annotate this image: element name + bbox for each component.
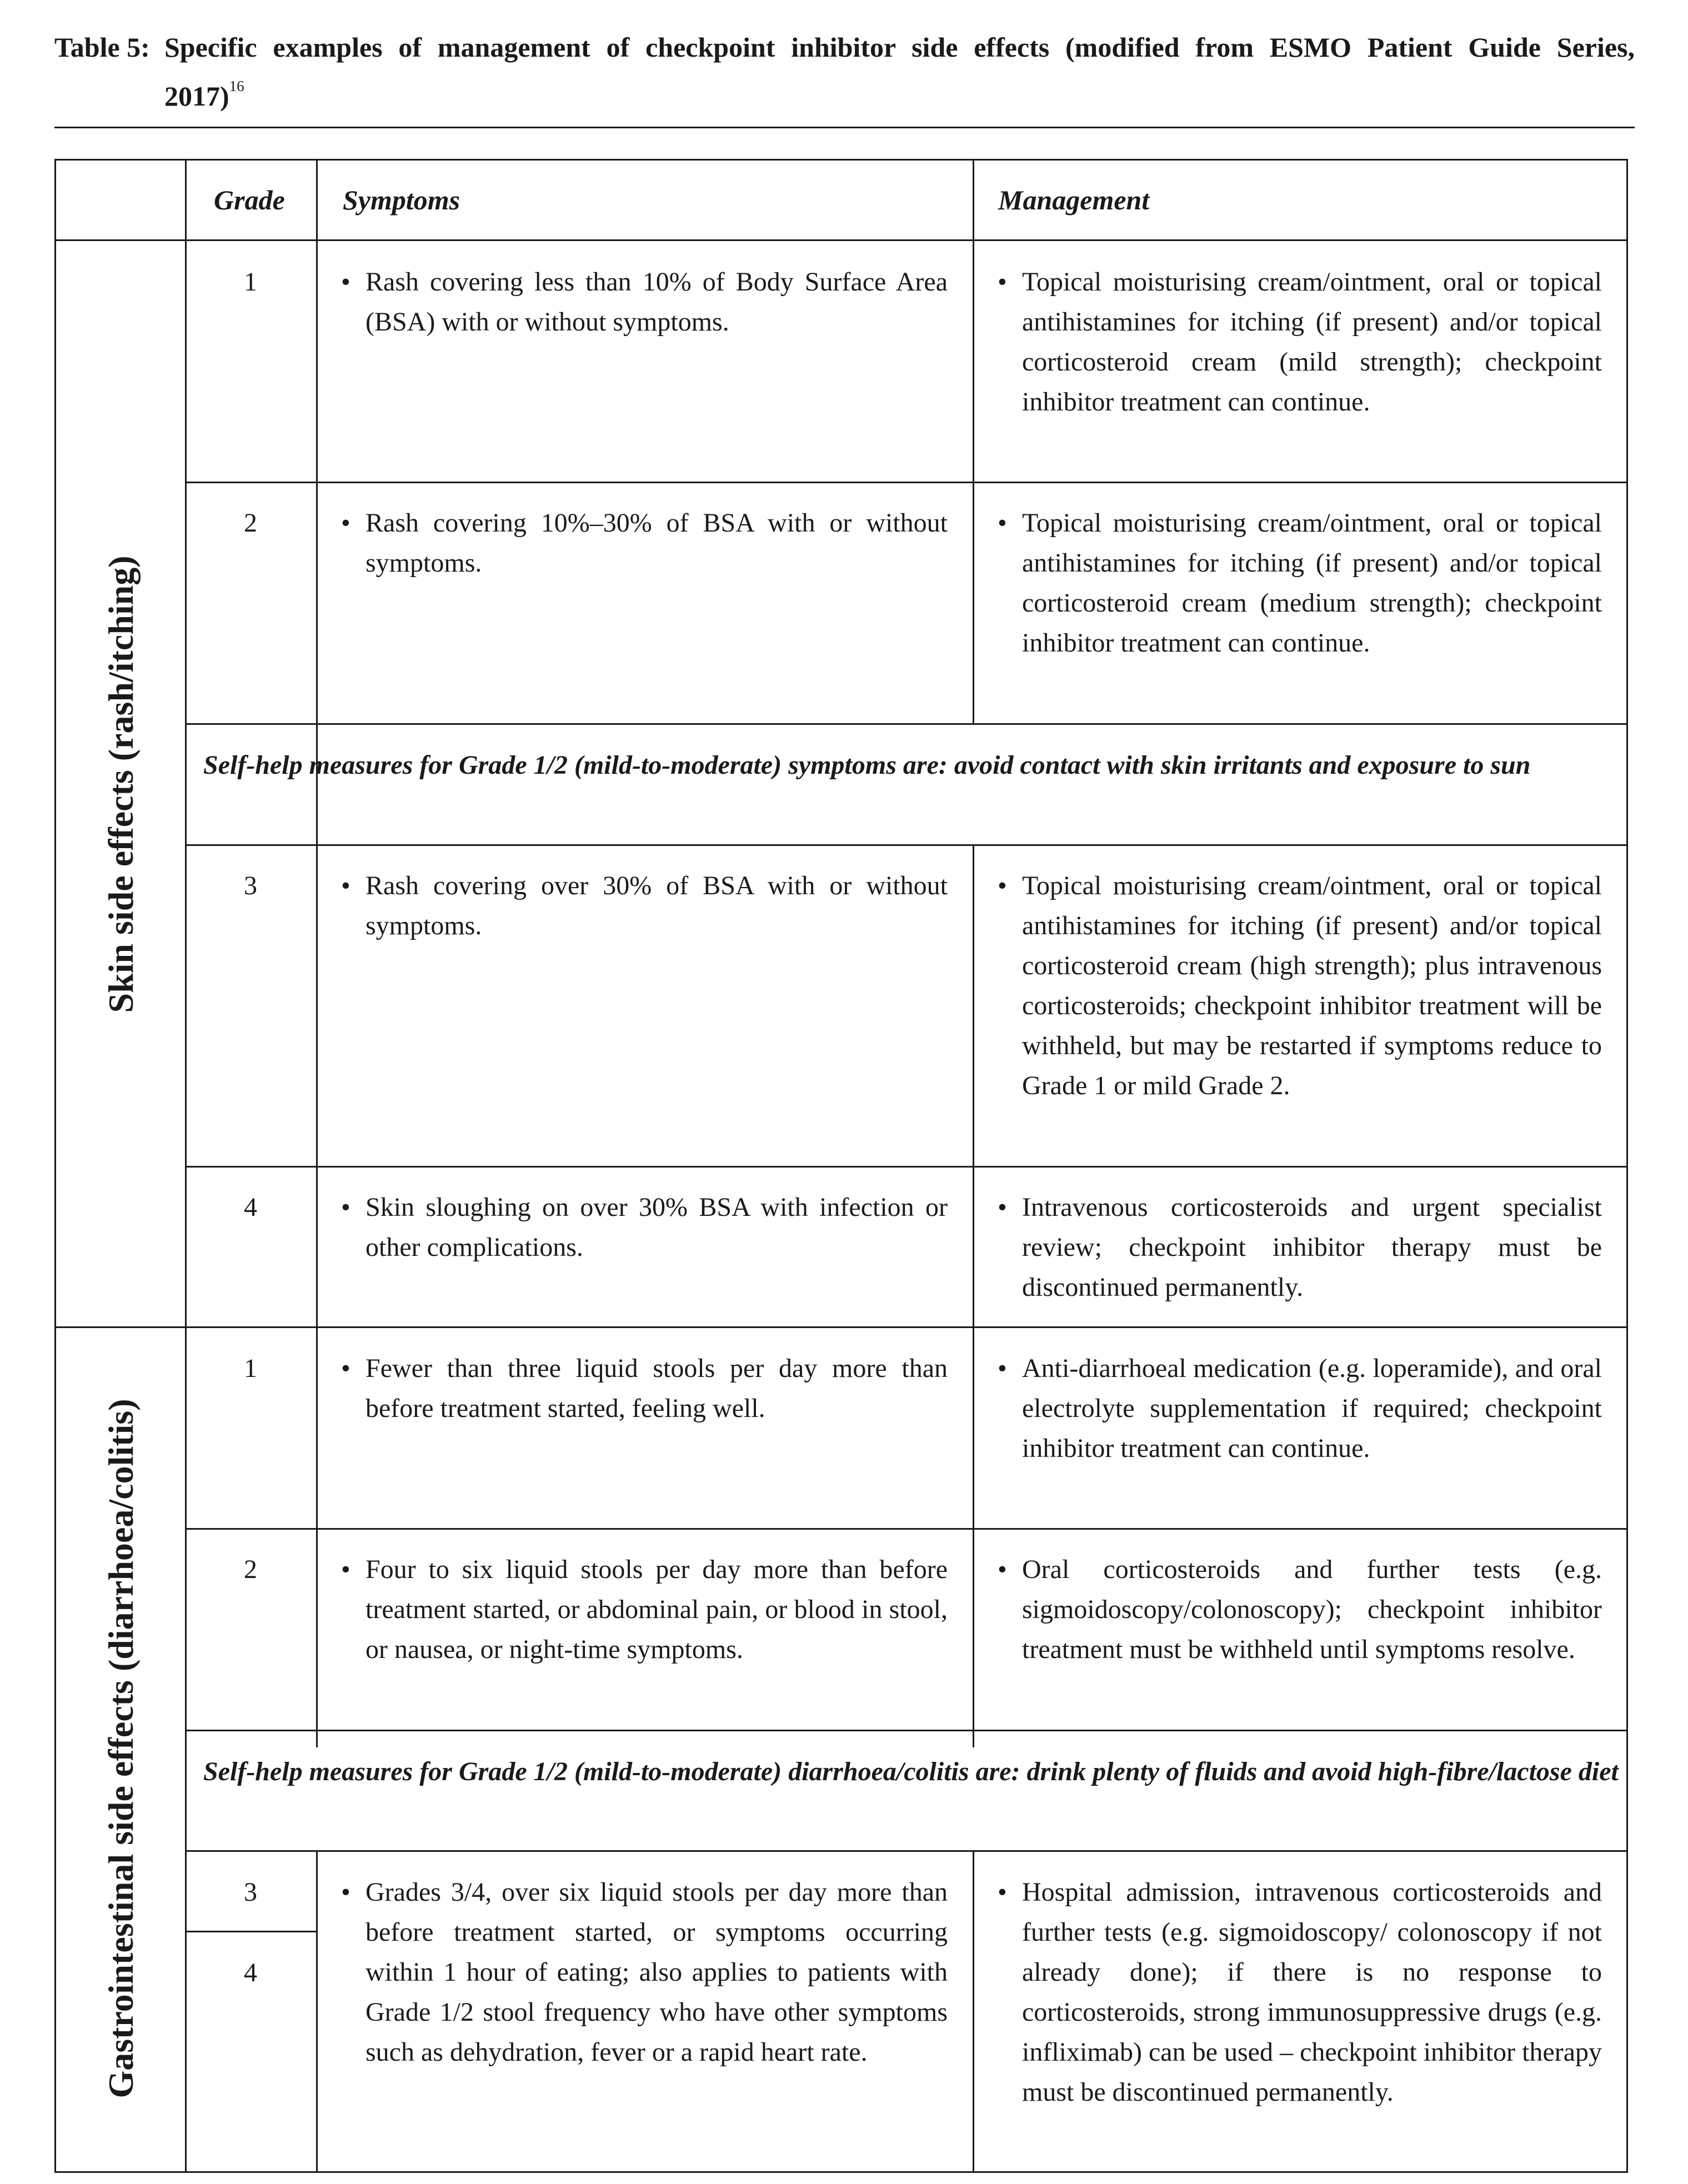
table-border	[185, 723, 1628, 725]
table-border	[185, 1166, 1628, 1168]
table-border	[54, 159, 1628, 161]
management-cell: • Oral corticosteroids and further tests (e.g. sigmoidoscopy/colonoscopy); checkpoint inhibitor treatment must be withheld until symptoms resolve.	[998, 1550, 1602, 1670]
table-border	[973, 159, 974, 725]
symptoms-cell: • Rash covering 10%–30% of BSA with or without symptoms.	[341, 503, 948, 583]
header-grade: Grade	[214, 184, 285, 216]
symptoms-cell: • Four to six liquid stools per day more than before treatment started, or abdominal pain, or blood in stool, or nausea, or night-time symptoms.	[341, 1550, 948, 1670]
grade-cell: 1	[244, 267, 257, 297]
management-cell: • Topical moisturising cream/ointment, oral or topical antihistamines for itching (if present) and/or topical corticosteroid cream (mild strength); checkpoint inhibitor treatment can continue.	[998, 262, 1602, 422]
bullet: •	[998, 267, 1007, 297]
caption-label: Table 5:	[54, 32, 150, 63]
symptoms-cell: • Grades 3/4, over six liquid stools per day more than before treatment started, or symptoms occurring within 1 hour of eating; also applies to patients with Grade 1/2 stool frequency who have other symptoms such as dehydration, fever or a rapid heart rate.	[341, 1872, 948, 2072]
symptoms-cell: • Fewer than three liquid stools per day more than before treatment started, feeling well.	[341, 1349, 948, 1429]
caption-reference: 16	[229, 78, 244, 94]
grade-cell: 1	[244, 1354, 257, 1383]
bullet: •	[341, 1193, 350, 1222]
table-border	[54, 1326, 1628, 1328]
management-cell: • Hospital admission, intravenous corticosteroids and further tests (e.g. sigmoidoscopy/ colonoscopy if not already done); if there is no response to corticosteroids, strong immunosuppressive drugs (e.g. infliximab) can be used – checkpoint inhibitor therapy must be discontinued permanently.	[998, 1872, 1602, 2112]
table-border	[54, 2171, 1628, 2173]
table-border	[185, 159, 187, 2173]
bullet: •	[998, 1193, 1007, 1222]
header-symptoms: Symptoms	[343, 184, 460, 216]
table-border	[54, 239, 1628, 241]
bullet: •	[341, 1354, 350, 1383]
selfhelp-note-skin: Self-help measures for Grade 1/2 (mild-to-moderate) symptoms are: avoid contact with skin irritants and exposure to sun	[203, 750, 1531, 780]
management-cell: • Topical moisturising cream/ointment, oral or topical antihistamines for itching (if present) and/or topical corticosteroid cream (medium strength); checkpoint inhibitor treatment can continue.	[998, 503, 1602, 663]
caption-year: 2017)	[164, 81, 229, 112]
bullet: •	[341, 1877, 350, 1907]
bullet: •	[341, 871, 350, 900]
table-border	[316, 159, 318, 846]
grade-cell: 2	[244, 508, 257, 538]
category-skin: Skin side effects (rash/itching)	[101, 555, 141, 1013]
table-border	[185, 1931, 316, 1932]
symptoms-cell: • Rash covering less than 10% of Body Surface Area (BSA) with or without symptoms.	[341, 262, 948, 342]
management-cell: • Topical moisturising cream/ointment, oral or topical antihistamines for itching (if present) and/or topical corticosteroid cream (high strength); plus intravenous corticosteroids; checkpoint inhibitor treatment will be withheld, but may be restarted if symptoms reduce to Grade 1 or mild Grade 2.	[998, 866, 1602, 1106]
bullet: •	[341, 508, 350, 538]
bullet: •	[998, 1555, 1007, 1584]
management-cell: • Anti-diarrhoeal medication (e.g. loperamide), and oral electrolyte supplementation if required; checkpoint inhibitor treatment can continue.	[998, 1349, 1602, 1469]
caption-text: Specific examples of management of checkpoint inhibitor side effects (modified from ESMO Patient Guide Series,	[164, 32, 1635, 63]
table-border	[316, 844, 318, 1747]
table-border	[185, 1528, 1628, 1530]
table-border	[54, 159, 56, 2173]
grade-cell: 2	[244, 1555, 257, 1584]
table-border	[1626, 159, 1628, 2173]
table-border	[185, 1850, 1628, 1852]
bullet: •	[998, 871, 1007, 900]
symptoms-cell: • Skin sloughing on over 30% BSA with infection or other complications.	[341, 1188, 948, 1268]
grade-cell: 3	[244, 1877, 257, 1907]
management-cell: • Intravenous corticosteroids and urgent specialist review; checkpoint inhibitor therapy must be discontinued permanently.	[998, 1188, 1602, 1308]
table-border	[185, 482, 1628, 483]
bullet: •	[998, 1354, 1007, 1383]
bullet: •	[998, 508, 1007, 538]
table-border	[185, 844, 1628, 846]
bullet: •	[341, 267, 350, 297]
category-gastrointestinal: Gastrointestinal side effects (diarrhoea/colitis)	[101, 1399, 141, 2098]
bullet: •	[998, 1877, 1007, 1907]
table-border	[973, 1850, 974, 2173]
table-border	[185, 1730, 1628, 1731]
symptoms-cell: • Rash covering over 30% of BSA with or without symptoms.	[341, 866, 948, 946]
selfhelp-note-gi: Self-help measures for Grade 1/2 (mild-to-moderate) diarrhoea/colitis are: drink plenty of fluids and avoid high-fibre/lactose diet	[203, 1757, 1619, 1786]
grade-cell: 4	[244, 1193, 257, 1222]
table-border	[973, 844, 974, 1747]
header-management: Management	[998, 184, 1150, 216]
bullet: •	[341, 1555, 350, 1584]
grade-cell: 4	[244, 1958, 257, 1987]
grade-cell: 3	[244, 871, 257, 900]
table-border	[316, 1850, 318, 2173]
